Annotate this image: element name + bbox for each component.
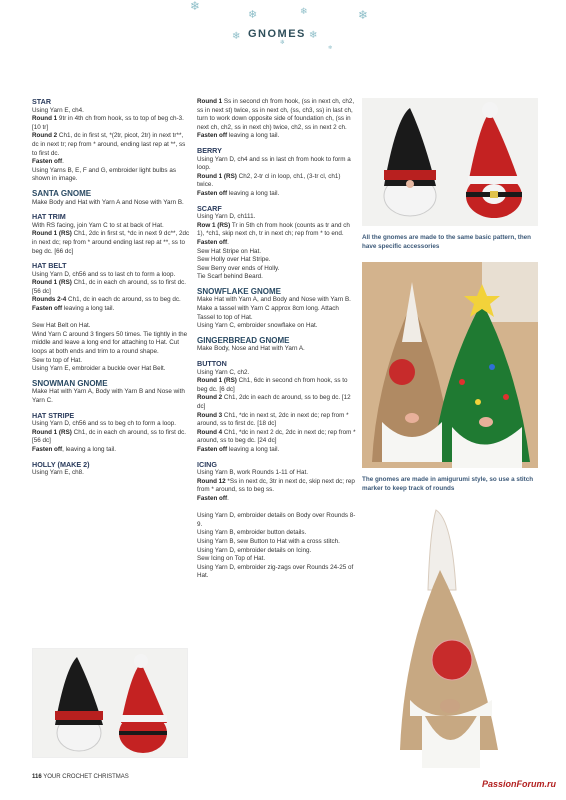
instruction-text: leaving a long tail. <box>227 445 280 453</box>
photo-santa-snowman-small <box>32 648 188 758</box>
instruction-text: . <box>227 494 229 502</box>
section-heading: HAT STRIPE <box>32 410 75 420</box>
text-line: With RS facing, join Yarn C to st at back of Hat. <box>32 221 164 229</box>
column-middle <box>197 98 356 581</box>
text-line: Using Yarn D, embroider zig-zags over Rounds 24-25 of Hat. <box>197 563 354 580</box>
instruction-label: Round 2 <box>32 132 58 140</box>
section-heading: SNOWFLAKE GNOME <box>197 286 281 296</box>
instruction-text: Ch1, dc in each dc around, ss to beg dc. <box>66 296 181 304</box>
snowflake-icon: ❄ <box>300 7 308 17</box>
page-number: 116 <box>32 774 42 780</box>
instruction-label: Fasten off <box>197 132 228 140</box>
instruction-label: Fasten off <box>32 305 63 313</box>
instruction-text: leaving a long tail. <box>227 189 280 197</box>
instruction <box>197 446 356 455</box>
section-heading: BERRY <box>197 145 222 155</box>
text-line: Using Yarn E, ch4. <box>32 106 84 114</box>
instruction-label: Fasten off <box>32 445 63 453</box>
section-heading: HAT BELT <box>32 261 67 271</box>
instruction-text: 9tr in 4th ch from hook, ss to top of beg ch-3. [10 tr] <box>32 115 184 131</box>
instruction-label: Round 1 (RS) <box>32 279 72 287</box>
page-footer <box>32 774 129 780</box>
instruction-label: Row 1 (RS) <box>197 221 231 229</box>
instruction-label: Round 1 (RS) <box>32 428 72 436</box>
instruction <box>32 429 190 446</box>
snowflake-icon: ❄ <box>358 8 369 22</box>
text-line: Make Body, Nose and Hat with Yarn A. <box>197 345 305 353</box>
snowflake-icon: ❄ <box>309 30 318 41</box>
watermark: PassionForum.ru <box>481 779 556 789</box>
text-line: Using Yarn E, ch8. <box>32 469 84 477</box>
snowflake-icon: ❄ <box>248 8 258 21</box>
section-heading: SCARF <box>197 203 222 213</box>
text-line: Make Hat with Yarn A, and Body and Nose with Yarn B. <box>197 296 351 304</box>
text-line: Using Yarn D, embroider details on Body over Rounds 8-9. <box>197 512 356 528</box>
instruction-label: Round 3 <box>197 411 223 419</box>
instruction <box>32 158 190 167</box>
instruction-label: Fasten off <box>197 238 228 246</box>
text-line: Sew Icing on Top of Hat. <box>197 555 266 563</box>
text-line: Sew Hat Stripe on Hat. <box>197 247 262 255</box>
instruction-label: Round 1 <box>197 98 223 105</box>
section-heading: BUTTON <box>197 359 227 369</box>
instruction-text: leaving a long tail. <box>227 132 280 140</box>
text-line: Sew to top of Hat. <box>32 356 83 364</box>
snowflake-icon: ❄ <box>190 0 201 13</box>
text-line: Using Yarn B, sew Button to Hat with a cross stitch. <box>197 537 340 545</box>
instruction-label: Fasten off <box>197 494 228 502</box>
snowflake-icon: ❄ <box>232 31 241 42</box>
text-line: Sew Holly over Hat Stripe. <box>197 256 271 264</box>
text-line: Using Yarn D, ch4 and ss in last ch from hook to form a loop. <box>197 155 351 172</box>
text-line: Wind Yarn C around 3 fingers 50 times. Tie tightly in the middle and leave a long end for attaching to Hat. Cut loops at both ends and trim to a round shape. <box>32 330 188 356</box>
instruction-label: Rounds 2-4 <box>32 296 67 304</box>
text-line: Using Yarn D, embroider details on Icing. <box>197 546 312 554</box>
snowflake-icon: ❄ <box>328 45 333 51</box>
instruction-label: Round 2 <box>197 394 223 402</box>
instruction <box>197 495 356 504</box>
instruction-label: Round 1 (RS) <box>197 172 237 180</box>
section-heading: SANTA GNOME <box>32 188 92 198</box>
instruction-text: Ch2, 2-tr cl in loop, ch1, (3-tr cl, ch1) twice. <box>197 172 341 189</box>
instruction <box>32 296 190 305</box>
instruction <box>197 429 356 446</box>
instruction-text: Ch1, *dc in next 2 dc, 2dc in next dc; rep from * around, ss to beg dc. [24 dc] <box>197 428 356 445</box>
instruction <box>197 132 356 141</box>
column-left <box>32 98 190 478</box>
instruction-label: Round 4 <box>197 428 223 436</box>
instruction-text: Ch1, dc in first st, *(2tr, picot, 2tr) in next tr**, dc in next tr; rep from * around, ending last rep at **, ss to first dc. <box>32 132 186 157</box>
instruction-text: , leaving a long tail. <box>62 445 117 453</box>
instruction-text: Ch1, 6dc in second ch from hook, ss to beg dc. [6 dc] <box>197 377 348 393</box>
instruction-text: Ch1, 2dc in each dc around, ss to beg dc. [12 dc] <box>197 394 351 410</box>
instruction-text: Ch1, dc in each ch around, ss to first dc. [56 dc] <box>32 428 186 445</box>
instruction <box>197 190 356 199</box>
instruction <box>32 305 190 314</box>
instruction <box>197 394 356 411</box>
instruction <box>32 230 190 256</box>
instruction-text: *Ss in next dc, 3tr in next dc, skip next dc; rep from * around, ss to beg ss. <box>197 477 355 494</box>
text-line: Using Yarn D, ch56 and ss to last ch to form a loop. <box>32 270 176 278</box>
instruction <box>32 279 190 296</box>
photo-santa-snowman-gnomes <box>362 98 538 226</box>
section-heading: HOLLY (MAKE 2) <box>32 459 90 469</box>
text-line: Using Yarn C, embroider snowflake on Hat. <box>197 322 318 330</box>
instruction <box>197 222 356 239</box>
text-line: Using Yarn D, ch111. <box>197 213 256 221</box>
instruction-text: Ch1, 2dc in first st, *dc in next 9 dc**, 2dc in next dc; rep from * around ending last rep at **, ss to beg dc. [66 dc] <box>32 230 190 255</box>
instruction-label: Fasten off <box>32 158 63 166</box>
instruction <box>197 173 356 190</box>
instruction-text: Ch1, *dc in next st, 2dc in next dc; rep from * around, ss to first dc. [18 dc] <box>197 411 349 428</box>
text-line: Using Yarn C, ch2. <box>197 368 250 376</box>
section-heading: STAR <box>32 97 52 106</box>
instruction-text: . <box>62 158 64 166</box>
text-line: Make Hat with Yarn A, Body with Yarn B and Nose with Yarn C. <box>32 388 185 404</box>
text-line: Using Yarn E, embroider a buckle over Hat Belt. <box>32 365 166 373</box>
instruction <box>32 132 190 158</box>
instruction <box>197 377 356 394</box>
section-heading: ICING <box>197 459 217 469</box>
instruction-text: Ss in second ch from hook, (ss in next ch, ch2, ss in next st) twice, ss in next ch, (ss, ch3, ss) in last ch, turn to work down opposite side of foundation ch, (ss in next ch, ch2, ss in next ch) twice, ch2, ss in next 2 ch. <box>197 98 355 131</box>
text-line: Tie Scarf behind Beard. <box>197 273 263 281</box>
text-line: Sew Hat Belt on Hat. <box>32 322 91 330</box>
photo-caption: All the gnomes are made to the same basic pattern, then have specific accessories <box>362 234 532 250</box>
section-heading: SNOWMAN GNOME <box>32 378 108 388</box>
instruction-label: Fasten off <box>197 189 228 197</box>
magazine-name: YOUR CROCHET CHRISTMAS <box>43 774 129 780</box>
instruction <box>197 239 356 248</box>
text-line: Using Yarns B, E, F and G, embroider light bulbs as shown in image. <box>32 166 176 183</box>
photo-gingerbread-gnome <box>380 500 556 770</box>
instruction-label: Round 12 <box>197 477 226 485</box>
instruction <box>197 412 356 429</box>
snowflake-icon: ❄ <box>280 39 286 46</box>
instruction-text: . <box>227 238 229 246</box>
instruction-text: Ch1, dc in each ch around, ss to first dc. [56 dc] <box>32 279 186 295</box>
text-line: Using Yarn D, ch56 and ss to beg ch to form a loop. <box>32 420 176 428</box>
instruction <box>32 446 190 455</box>
instruction <box>197 98 356 132</box>
page-header <box>0 0 566 50</box>
page-title: GNOMES <box>248 28 306 40</box>
text-line: Make Body and Hat with Yarn A and Nose with Yarn B. <box>32 198 184 206</box>
photo-caption: The gnomes are made in amigurumi style, so use a stitch marker to keep track of rounds <box>362 476 534 492</box>
instruction <box>32 115 190 132</box>
instruction-label: Round 1 <box>32 115 58 123</box>
text-line: Using Yarn B, work Rounds 1-11 of Hat. <box>197 469 308 477</box>
instruction-label: Fasten off <box>197 445 228 453</box>
instruction-text: Tr in 5th ch from hook (counts as tr and ch 1), *ch1, skip next ch, tr in next ch; rep from * to end. <box>197 221 350 238</box>
instruction-label: Round 1 (RS) <box>32 230 72 238</box>
text-line: Sew Berry over ends of Holly. <box>197 264 280 272</box>
instruction <box>197 478 356 495</box>
instruction-label: Round 1 (RS) <box>197 377 237 385</box>
section-heading: GINGERBREAD GNOME <box>197 335 290 345</box>
text-line: Using Yarn B, embroider button details. <box>197 529 307 537</box>
photo-gingerbread-tree-gnomes <box>362 262 538 468</box>
instruction-text: leaving a long tail. <box>62 305 115 313</box>
section-heading: HAT TRIM <box>32 212 66 222</box>
text-line: Make a tassel with Yarn C approx 8cm long. Attach Tassel to top of Hat. <box>197 305 339 321</box>
